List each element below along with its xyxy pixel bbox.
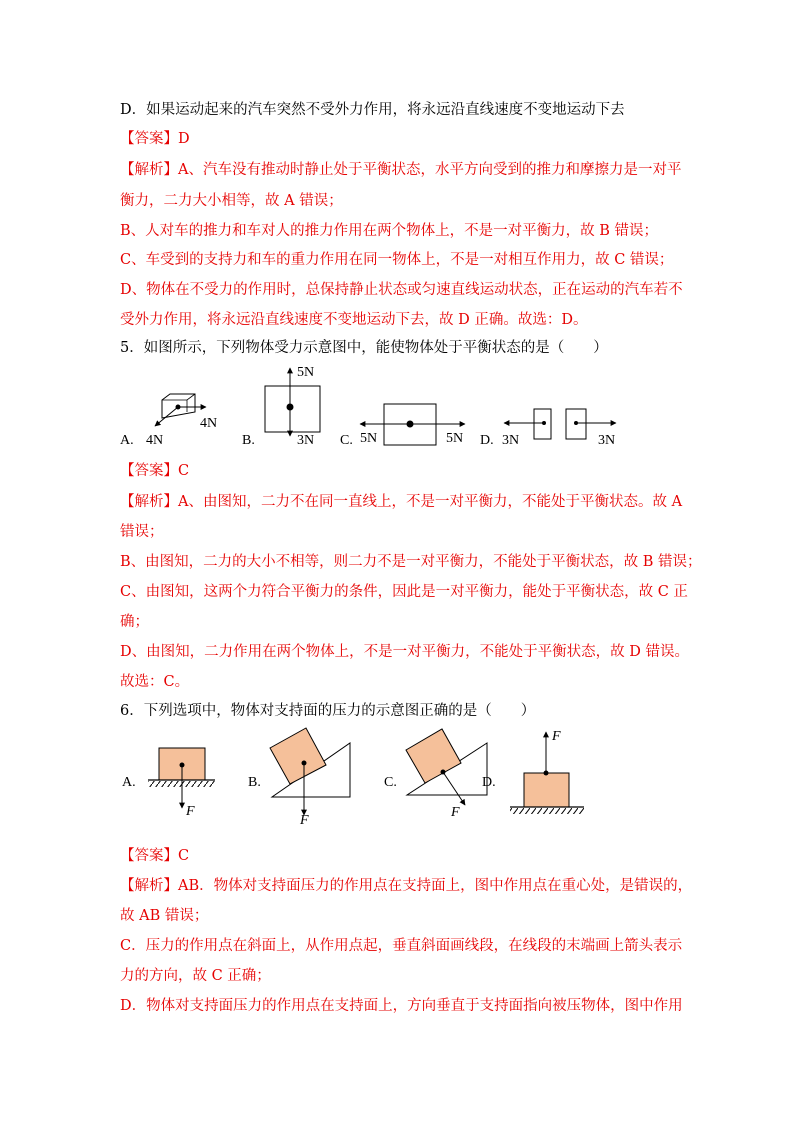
- q6-d-force: F: [552, 729, 561, 744]
- q6-d-label: D.: [482, 775, 496, 790]
- q5-c-label: C.: [340, 433, 353, 448]
- q4-answer: 【答案】D: [120, 131, 190, 147]
- q5-d-force-right: 3N: [598, 433, 616, 448]
- q6-analysis-2: 故 AB 错误；: [120, 908, 209, 924]
- q6-b-label: B.: [248, 775, 261, 790]
- q5-figure-d: [502, 409, 616, 448]
- q6-figure: [110, 720, 710, 830]
- q5-c-force-right: 5N: [446, 431, 464, 446]
- q5-answer: 【答案】C: [120, 463, 190, 479]
- q6-c-force: F: [451, 805, 460, 820]
- q5-analysis-7: 故选：C。: [120, 674, 190, 690]
- q5-analysis-3: B、由图知，二力的大小不相等，则二力不是一对平衡力，不能处于平衡状态，故 B 错误；: [120, 554, 702, 570]
- q6-figure-d: [510, 729, 584, 814]
- q6-analysis-3: C．压力的作用点在斜面上，从作用点起，垂直斜面画线段，在线段的末端画上箭头表示: [120, 938, 683, 954]
- q5-a-label: A.: [120, 433, 134, 448]
- q6-question: 6．下列选项中，物体对支持面的压力的示意图正确的是（ ）: [120, 703, 536, 719]
- q6-answer: 【答案】C: [120, 848, 190, 864]
- q5-analysis-1: 【解析】A、由图知，二力不在同一直线上，不是一对平衡力，不能处于平衡状态。故 A: [120, 494, 683, 510]
- q5-d-label: D.: [480, 433, 494, 448]
- q5-b-force-down: 3N: [297, 433, 315, 448]
- q5-figure: [110, 360, 710, 452]
- q5-figure-a: [146, 394, 217, 448]
- q5-b-label: B.: [242, 433, 255, 448]
- q5-c-force-left: 5N: [360, 431, 378, 446]
- q5-b-force-up: 5N: [297, 365, 315, 380]
- q6-a-label: A.: [122, 775, 136, 790]
- q5-figure-c: [360, 404, 465, 446]
- q5-analysis-5: 确；: [120, 614, 149, 630]
- q5-analysis-2: 错误；: [120, 524, 164, 540]
- q5-a-force-left: 4N: [146, 433, 164, 448]
- q4-analysis-4: C、车受到的支持力和车的重力作用在同一物体上，不是一对相互作用力，故 C 错误；: [120, 252, 674, 268]
- q5-d-force-left: 3N: [502, 433, 520, 448]
- q4-option-d: D．如果运动起来的汽车突然不受外力作用，将永远沿直线速度不变地运动下去: [120, 102, 625, 118]
- q6-a-force: F: [186, 804, 195, 819]
- q6-figure-b: [270, 728, 350, 828]
- q4-analysis-6: 受外力作用，将永远沿直线速度不变地运动下去，故 D 正确。故选：D。: [120, 312, 588, 328]
- q5-analysis-6: D、由图知，二力作用在两个物体上，不是一对平衡力，不能处于平衡状态，故 D 错误。: [120, 644, 689, 660]
- q5-question: 5．如图所示，下列物体受力示意图中，能使物体处于平衡状态的是（ ）: [120, 340, 608, 356]
- q6-analysis-1: 【解析】AB．物体对支持面压力的作用点在支持面上，图中作用点在重心处，是错误的，: [120, 878, 693, 894]
- q5-analysis-4: C、由图知，这两个力符合平衡力的条件，因此是一对平衡力，能处于平衡状态，故 C 正: [120, 584, 688, 600]
- q4-analysis-5: D、物体在不受力的作用时，总保持静止状态或匀速直线运动状态，正在运动的汽车若不: [120, 282, 683, 298]
- q6-figure-a: [148, 748, 215, 819]
- q6-analysis-5: D．物体对支持面压力的作用点在支持面上，方向垂直于支持面指向被压物体，图中作用: [120, 998, 683, 1014]
- q6-c-label: C.: [384, 775, 397, 790]
- q4-analysis-1: 【解析】A、汽车没有推动时静止处于平衡状态，水平方向受到的推力和摩擦力是一对平: [120, 162, 682, 178]
- q4-analysis-2: 衡力，二力大小相等，故 A 错误；: [120, 193, 343, 209]
- q6-b-force: F: [300, 813, 309, 828]
- q5-figure-b: [265, 365, 320, 448]
- q4-analysis-3: B、人对车的推力和车对人的推力作用在两个物体上，不是一对平衡力，故 B 错误；: [120, 223, 659, 239]
- q6-analysis-4: 力的方向，故 C 正确；: [120, 968, 271, 984]
- q6-figure-c: [406, 729, 487, 820]
- q5-a-force-right: 4N: [200, 416, 218, 431]
